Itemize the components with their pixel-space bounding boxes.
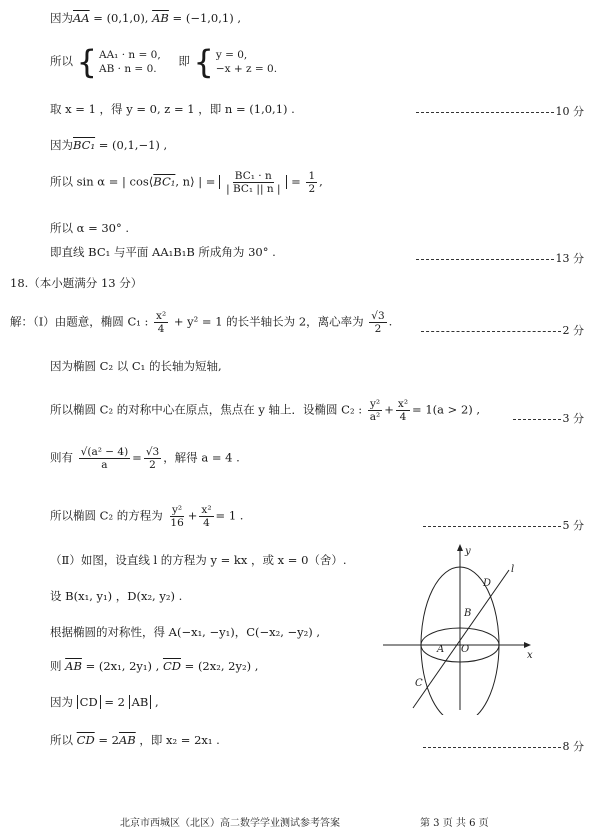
label-o: O: [461, 644, 470, 655]
label-x: x: [527, 650, 533, 661]
vector-aa: $\overline{AA}$: [73, 11, 90, 25]
line-angle-conclusion: 即直线 BC₁ 与平面 AA₁B₁B 所成角为 30° .: [50, 245, 276, 259]
score-13: 13 分: [416, 250, 585, 266]
score-2: 2 分: [421, 322, 585, 338]
score-10: 10 分: [416, 103, 585, 119]
label-c: C: [415, 678, 423, 689]
line-alpha-30: 所以 α = 30° .: [50, 221, 130, 235]
page-number: 第 3 页 共 6 页: [420, 818, 489, 829]
ellipse-figure: [375, 540, 545, 715]
problem-18-heading: 18.（本小题满分 13 分）: [10, 276, 143, 290]
score-3: 3 分: [513, 410, 585, 426]
line-cd-2ab: 所以 $\overline{CD} = 2\overline{AB}$ ，即 x₂ = 2x₁ .: [50, 733, 220, 747]
vector-ab: $\overline{AB}$: [152, 11, 169, 25]
line-c2-setup: 所以椭圆 C₂ 的对称中心在原点，焦点在 y 轴上．设椭圆 C₂ : $\frac{\text{y²}}{\text{a²}}$ + $\frac{\text{x²}}{4}$ = 1(a > 2) ,: [50, 398, 481, 424]
footer-title: 北京市西城区（北区）高二数学学业测试参考答案: [120, 818, 340, 829]
line-equation-system: 所以 { AA₁ · n = 0, AB · n = 0. 即 { y = 0, −x + z = 0.: [50, 43, 278, 81]
system-solution: { y = 0, −x + z = 0.: [193, 43, 278, 81]
y-axis-arrow: [457, 544, 463, 551]
label-l: l: [511, 564, 515, 575]
line-vectors-ab-cd: 则 $\overline{AB} = (2x_1$, 2y₁) , $\overline{CD} = (2x_2$, 2y₂) ,: [50, 659, 259, 673]
label-a: A: [437, 644, 445, 655]
line-vector-aa-ab: 因为$\overline{AA} = (0,1,0)$, $\overline{AB} = (-1,0,1)$ ,: [50, 11, 242, 25]
system-normal-vector: { AA₁ · n = 0, AB · n = 0.: [76, 43, 161, 81]
line-sin-alpha: 所以 sin α = | cos⟨BC₁, n⟩ | = $\frac{\text{BC₁ · n}}{\text{| BC₁ || n |}}$ = $\frac{1}{2}$ ,: [50, 170, 323, 196]
line-cd-magnitude: 因为 CD = 2 AB ,: [50, 695, 159, 709]
label-d: D: [483, 578, 492, 589]
line-vector-bc1: 因为BC₁ = (0,1,−1) ,: [50, 138, 168, 152]
line-c2-equation: 所以椭圆 C₂ 的方程为 $\frac{\text{y²}}{16}$ + $\frac{\text{x²}}{4}$ = 1 .: [50, 504, 244, 530]
line-solve-a: 则有 $\frac{\text{√(a² − 4)}}{a}$ = $\frac{√3}{2}$ ，解得 a = 4 .: [50, 446, 240, 472]
line-line-l: （Ⅱ）如图，设直线 l 的方程为 y = kx ，或 x = 0（舍）.: [50, 553, 347, 567]
score-5: 5 分: [423, 517, 585, 533]
line-take-x: 取 x = 1 ，得 y = 0, z = 1 ，即 n = (1,0,1) .: [50, 102, 295, 116]
line-ellipse-c1: 解：（Ⅰ）由题意，椭圆 C₁ : $\frac{\text{x²}}{4}$ + y² = 1 的长半轴长为 2，离心率为 $\frac{√3}{2}$ .: [10, 310, 393, 336]
fraction-half: $\frac{1}{2}$: [308, 170, 316, 196]
x-axis-arrow: [524, 642, 531, 648]
line-points-bd: 设 B(x₁, y₁) ，D(x₂, y₂) .: [50, 589, 183, 603]
line-c2-short-axis: 因为椭圆 C₂ 以 C₁ 的长轴为短轴,: [50, 359, 222, 373]
score-8: 8 分: [423, 738, 585, 754]
fraction-cos: $\frac{\text{BC₁ · n}}{\text{| BC₁ || n |}}$: [226, 170, 281, 196]
label-b: B: [464, 608, 472, 619]
label-y: y: [465, 546, 471, 557]
line-l: [413, 570, 509, 708]
line-symmetry: 根据椭圆的对称性，得 A(−x₁, −y₁)，C(−x₂, −y₂) ,: [50, 625, 321, 639]
